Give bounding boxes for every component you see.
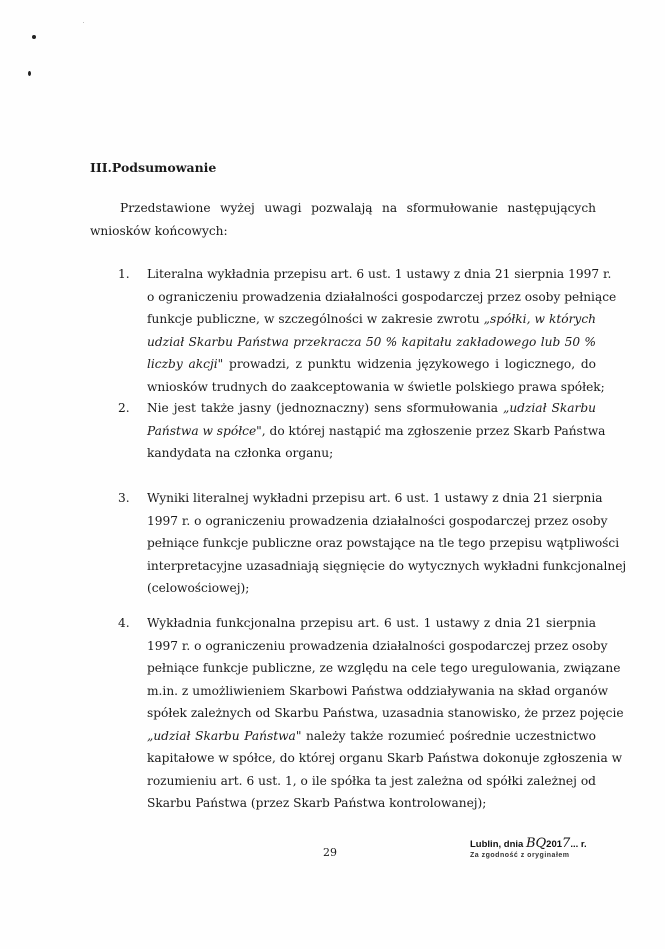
italic-quote-text: Państwa w spółce" <box>147 423 262 438</box>
line-text: rozumieniu art. 6 ust. 1, o ile spółka ta jest zależna od spółki zależnej od <box>147 773 596 788</box>
line-text: prowadzi, z punktu widzenia językowego i logicznego, do <box>223 357 596 371</box>
item-line <box>147 442 596 465</box>
conclusion-item-4 <box>118 612 624 815</box>
line-text: należy także rozumieć pośrednie uczestnictwo <box>301 728 596 743</box>
line-text: (celowościowej); <box>147 581 250 595</box>
intro-line-1: Przedstawione wyżej uwagi pozwalają na sformułowanie następujących <box>120 201 596 215</box>
stamp-year: 201 <box>546 839 563 850</box>
item-line <box>147 555 627 578</box>
line-text: Literalna wykładnia przepisu art. 6 ust. 1 ustawy z dnia 21 sierpnia 1997 r. <box>147 267 612 281</box>
italic-quote-text: „udział Skarbu Państwa" <box>147 728 302 743</box>
item-number: 1. <box>118 267 130 281</box>
item-line <box>147 635 608 658</box>
item-line <box>147 770 596 793</box>
line-text: Wykładnia funkcjonalna przepisu art. 6 ust. 1 ustawy z dnia 21 sierpnia <box>147 616 596 630</box>
line-text: wniosków trudnych do zaakceptowania w świetle polskiego prawa spółek; <box>147 379 605 394</box>
conclusion-item-1 <box>118 263 617 398</box>
item-line <box>147 397 596 420</box>
item-line <box>147 331 596 354</box>
line-text: pełniące funkcje publiczne, ze względu na cele tego uregulowania, związane <box>147 661 621 675</box>
line-text: Wyniki literalnej wykładni przepisu art. 6 ust. 1 ustawy z dnia 21 sierpnia <box>147 491 603 505</box>
item-body <box>147 397 606 465</box>
scan-speck <box>32 35 36 39</box>
item-body <box>147 612 624 815</box>
item-line <box>147 420 606 443</box>
item-body <box>147 487 627 600</box>
italic-quote-text: liczby akcji" <box>147 357 224 371</box>
italic-quote-text: „spółki, w których <box>483 312 596 326</box>
line-text: pełniące funkcje publiczne oraz powstające na tle tego przepisu wątpliwości <box>147 536 620 550</box>
scan-speck <box>83 22 84 23</box>
item-body <box>147 263 617 398</box>
item-number: 2. <box>118 401 130 415</box>
line-text: 1997 r. o ograniczeniu prowadzenia działalności gospodarczej przez osoby <box>147 513 608 528</box>
certification-stamp <box>470 836 587 859</box>
italic-quote-text: „udział Skarbu <box>503 401 596 415</box>
item-number: 3. <box>118 491 130 505</box>
item-line <box>147 353 596 376</box>
item-number: 4. <box>118 616 130 630</box>
line-text: Skarbu Państwa (przez Skarb Państwa kontrolowanej); <box>147 796 487 810</box>
intro-paragraph <box>90 197 596 242</box>
conclusion-item-2 <box>118 397 606 465</box>
item-line <box>147 725 596 748</box>
line-text: 1997 r. o ograniczeniu prowadzenia działalności gospodarczej przez osoby <box>147 638 608 653</box>
line-text: m.in. z umożliwieniem Skarbowi Państwa oddziaływania na skład organów <box>147 683 609 698</box>
item-line <box>147 657 621 680</box>
line-text: o ograniczeniu prowadzenia działalności gospodarczej przez osoby pełniące <box>147 289 617 304</box>
line-text: , do której nastąpić ma zgłoszenie przez Skarb Państwa <box>261 423 606 438</box>
item-line <box>147 532 620 555</box>
item-line <box>147 577 596 600</box>
line-text: kandydata na członka organu; <box>147 446 334 460</box>
page-number: 29 <box>323 846 337 859</box>
item-line <box>147 308 596 331</box>
handwritten-year-digit: 7 <box>562 836 571 851</box>
line-text: Nie jest także jasny (jednoznaczny) sens sformułowania <box>147 401 504 415</box>
scan-speck <box>28 71 31 76</box>
item-line <box>147 376 605 399</box>
item-line <box>147 510 608 533</box>
stamp-prefix: Lublin, dnia <box>470 839 526 850</box>
line-text: funkcje publiczne, w szczególności w zakresie zwrotu <box>147 312 484 326</box>
intro-line-2: wniosków końcowych: <box>90 223 228 238</box>
line-text: interpretacyjne uzasadniają sięgnięcie do wytycznych wykładni funkcjonalnej <box>147 558 627 573</box>
item-line <box>147 680 609 703</box>
conclusion-item-3 <box>118 487 627 600</box>
handwritten-signature: BQ <box>525 836 547 851</box>
line-text: spółek zależnych od Skarbu Państwa, uzasadnia stanowisko, że przez pojęcie <box>147 706 624 720</box>
item-line <box>147 747 623 770</box>
stamp-subline: Za zgodność z oryginałem <box>470 852 570 859</box>
line-text: kapitałowe w spółce, do której organu Skarb Państwa dokonuje zgłoszenia w <box>147 751 623 765</box>
item-line <box>147 286 617 309</box>
item-line <box>147 487 603 510</box>
item-line <box>147 263 612 286</box>
item-line <box>147 612 596 635</box>
italic-quote-text: udział Skarbu Państwa przekracza 50 % kapitału zakładowego lub 50 % <box>147 334 596 349</box>
section-heading: III.Podsumowanie <box>90 160 217 175</box>
stamp-suffix: ... r. <box>570 839 587 850</box>
item-line <box>147 792 596 815</box>
item-line <box>147 702 624 725</box>
